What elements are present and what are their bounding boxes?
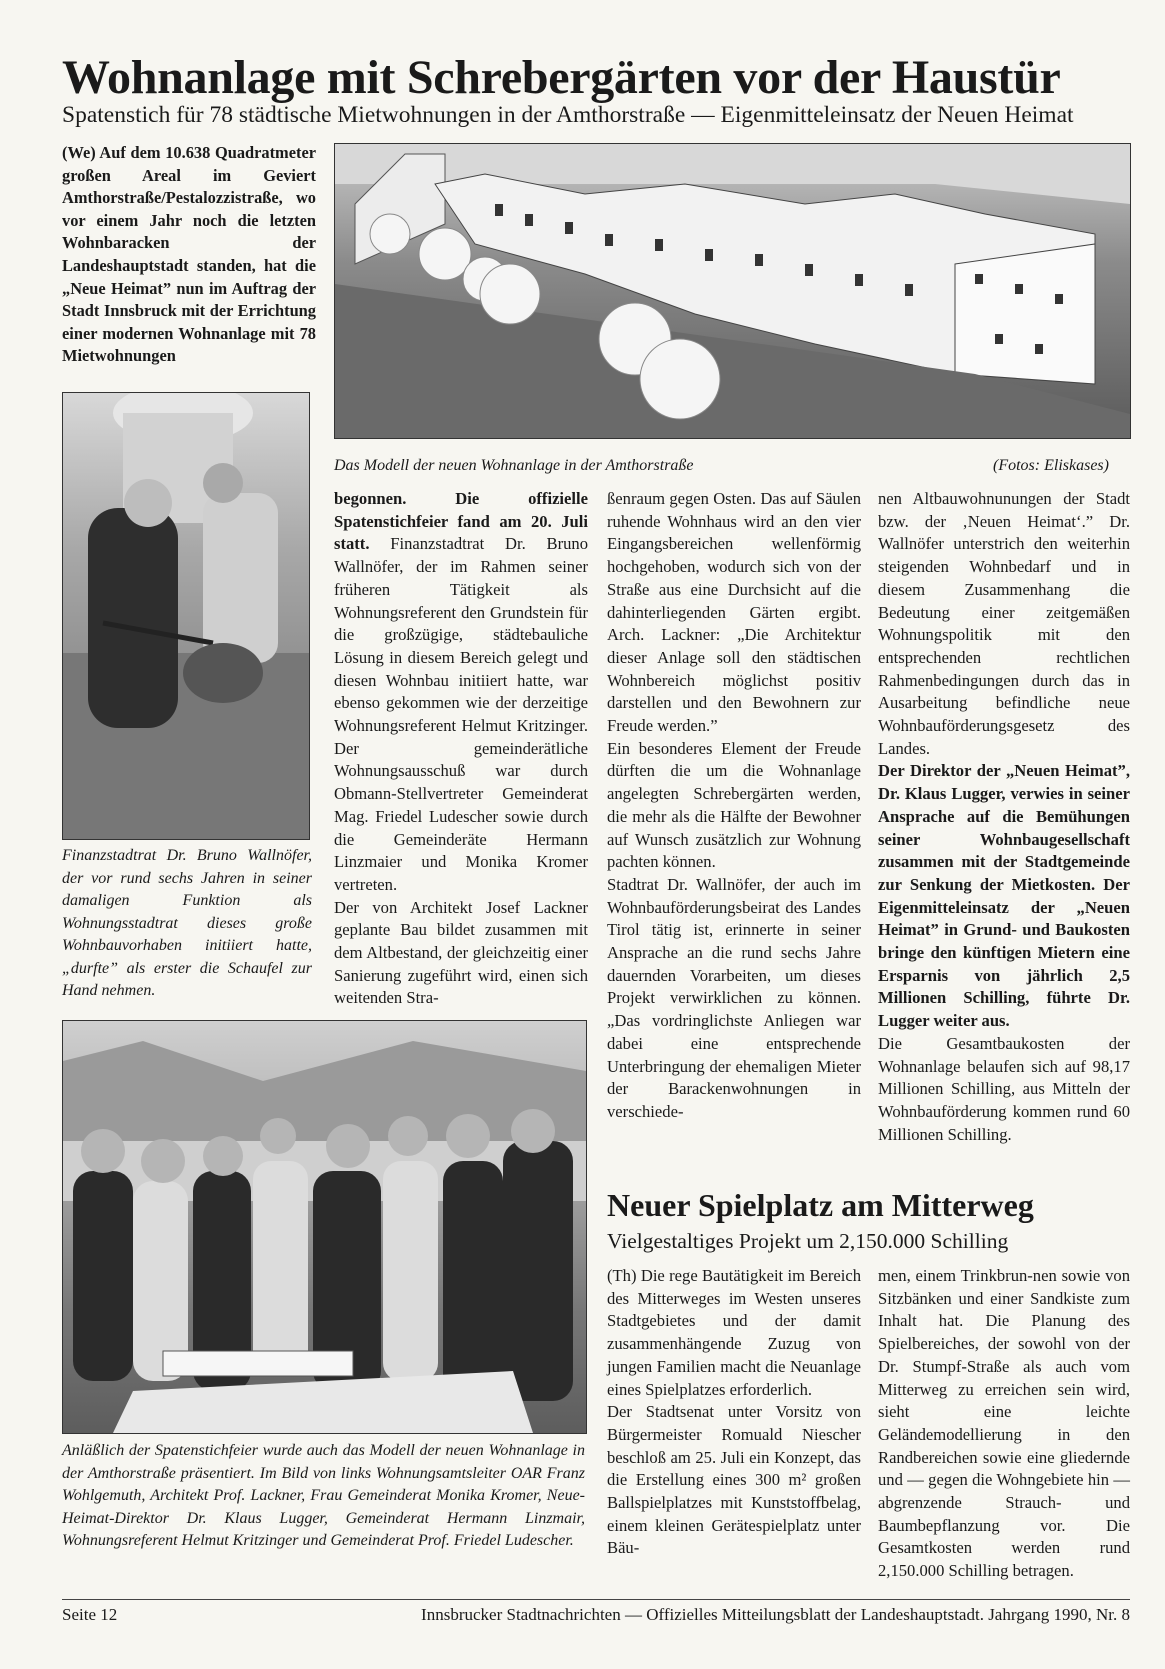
body-column-3 [878,488,1130,1146]
headline: Wohnanlage mit Schrebergärten vor der Haustür [62,51,1061,104]
footer-publication: Innsbrucker Stadtnachrichten — Offizielles Mitteilungsblatt der Landeshauptstadt. Jahrgang 1990, Nr. 8 [421,1605,1130,1624]
col3-paragraph-2: Der Direktor der „Neuen Heimat”, Dr. Klaus Lugger, verwies in seiner Ansprache auf die Bemühungen seiner Wohnbaugesellschaft zusammen mit der Stadtgemeinde zur Senkung der Mietkosten. Der Eigenmitteleinsatz der „Neuen Heimat” in Grund- und Baukosten bringe den künftigen Mietern eine Ersparnis von jährlich 2,5 Millionen Schilling, führte Dr. Lugger weiter aus. [878,761,1130,1031]
footer-page-number: Seite 12 [62,1605,118,1624]
col3-paragraph-3: Die Gesamtbaukosten der Wohnanlage belaufen sich auf 98,17 Millionen Schilling, aus Mitteln der Wohnbauförderung kommen rund 60 Millionen Schilling. [878,1033,1130,1144]
spade-illustration [63,393,309,839]
spade-caption: Finanzstadtrat Dr. Bruno Wallnöfer, der vor rund sechs Jahren in seiner damaligen Funktion als Wohnungsstadtrat dieses große Wohnbauvorhaben initiiert hatte, „durfte” als erster die Schaufel zur Hand nehmen. [62,847,312,999]
footer-rule [62,1599,1130,1600]
article2-headline: Neuer Spielplatz am Mitterweg [607,1187,1034,1223]
group-illustration [63,1021,586,1433]
article2-column-2 [878,1265,1130,1583]
group-photo [62,1020,587,1434]
col1-text: Finanzstadtrat Dr. Bruno Wallnöfer, der im Rahmen seiner früheren Tätigkeit als Wohnungsreferent den Grundstein für die großzügige, städtebauliche Lösung in diesem Bereich gelegt und diesen Wohnbau initiiert hatte, war ebenso gekommen wie der derzeitige Wohnungsreferent Helmut Kritzinger. Der gemeinderätliche Wohnungsausschuß war durch Obmann-Stellvertreter Gemeinderat Mag. Friedel Ludescher sowie durch die Gemeinderäte Hermann Linzmaier und Monika Kromer vertreten. [334,534,588,894]
model-photo [334,143,1131,439]
body-column-1 [334,488,588,1010]
col1-paragraph-2: Der von Architekt Josef Lackner geplante Bau bildet zusammen mit dem Altbestand, der gleichzeitig einer Sanierung zugeführt wird, einen sich weitenden Stra- [334,897,588,1008]
group-caption: Anläßlich der Spatenstichfeier wurde auch das Modell der neuen Wohnanlage in der Amthorstraße präsentiert. Im Bild von links Wohnungsamtsleiter OAR Franz Wohlgemuth, Architekt Prof. Lackner, Frau Gemeinderat Monika Kromer, Neue-Heimat-Direktor Dr. Klaus Lugger, Gemeinderat Hermann Linzmair, Wohnungsreferent Helmut Kritzinger und Gemeinderat Prof. Friedel Ludescher. [62,1442,585,1549]
article2-col2-paragraph-1: men, einem Trinkbrun-nen sowie von Sitzbänken und einer Sandkiste zum Inhalt hat. Die Planung des Spielbereiches, der sowohl von der Dr. Stumpf-Straße als auch vom Mitterweg zu erreichen sein wird, sieht eine leichte Geländemodellierung in den Randbereichen sowie eine gliedernde und — gegen die Wohngebiete hin — abgrenzende Strauch- und Baumbepflanzung vor. Die Gesamtkosten werden rund 2,150.000 Schilling betragen. [878,1266,1130,1581]
col3-paragraph-1: nen Altbauwohnunungen der Stadt bzw. der ‚Neuen Heimat‘.” Dr. Wallnöfer unterstrich den weiterhin steigenden Wohnbedarf und in diesem Zusammenhang die Bedeutung einer zeitgemäßen Wohnungspolitik mit den entsprechenden rechtlichen Rahmenbedingungen durch das in Ausarbeitung befindliche neue Wohnbauförderungsgesetz des Landes. [878,489,1130,758]
article2-col1-paragraph-1: (Th) Die rege Bautätigkeit im Bereich des Mitterweges im Westen unseres Stadtgebietes und der damit zusammenhängende Zuzug von jungen Familien macht die Neuanlage eines Spielplatzes erforderlich. [607,1266,861,1399]
photo-credit: (Fotos: Eliskases) [993,457,1109,474]
body-column-2 [607,488,861,1124]
intro-paragraph: (We) Auf dem 10.638 Quadratmeter großen Areal im Geviert Amthorstraße/Pestalozzistraße, wo vor einem Jahr noch die letzten Wohnbaracken der Landeshauptstadt standen, hat die „Neue Heimat” nun im Auftrag der Stadt Innsbruck mit der Errichtung einer modernen Wohnanlage mit 78 Mietwohnungen [62,143,316,366]
col2-paragraph-3: Stadtrat Dr. Wallnöfer, der auch im Wohnbauförderungsbeirat des Landes Tirol tätig ist, erinnerte in seiner Ansprache an die rund sechs Jahre dauernden Vorarbeiten, um dieses Projekt verwirklichen zu können. „Das vordringlichste Anliegen war dabei eine entsprechende Unterbringung der ehemaligen Mieter der Barackenwohnungen in verschiede- [607,874,861,1121]
col1-bold: begonnen. Die offizielle Spatenstichfeier fand am 20. Juli statt. [334,489,588,554]
article2-subheadline: Vielgestaltiges Projekt um 2,150.000 Schilling [607,1229,1009,1253]
model-caption: Das Modell der neuen Wohnanlage in der Amthorstraße [334,457,694,474]
spade-photo [62,392,310,840]
col2-paragraph-1: ßenraum gegen Osten. Das auf Säulen ruhende Wohnhaus wird an den vier Eingangsbereichen wellenförmig hochgehoben, wodurch sich von der Straße aus eine Durchsicht auf die dahinterliegenden Gärten ergibt. Arch. Lackner: „Die Architektur dieser Anlage soll den städtischen Wohnbereich möglichst positiv darstellen und den Bewohnern zur Freude werden.” [607,489,861,736]
col2-paragraph-2: Ein besonderes Element der Freude dürften die um die Wohnanlage angelegten Schrebergärten werden, die mehr als die Hälfte der Bewohner auf Wunsch zusätzlich zur Wohnung pachten können. [607,738,861,872]
article2-column-1 [607,1265,861,1560]
model-illustration [335,144,1130,438]
subheadline: Spatenstich für 78 städtische Mietwohnungen in der Amthorstraße — Eigenmitteleinsatz der Neuen Heimat [62,102,1074,128]
article2-col1-paragraph-2: Der Stadtsenat unter Vorsitz von Bürgermeister Romuald Niescher beschloß am 25. Juli ein Konzept, das die Erstellung eines 300 m² großen Ballspielplatzes mit Kunststoffbelag, einem kleinen Gerätespielplatz unter Bäu- [607,1402,861,1558]
